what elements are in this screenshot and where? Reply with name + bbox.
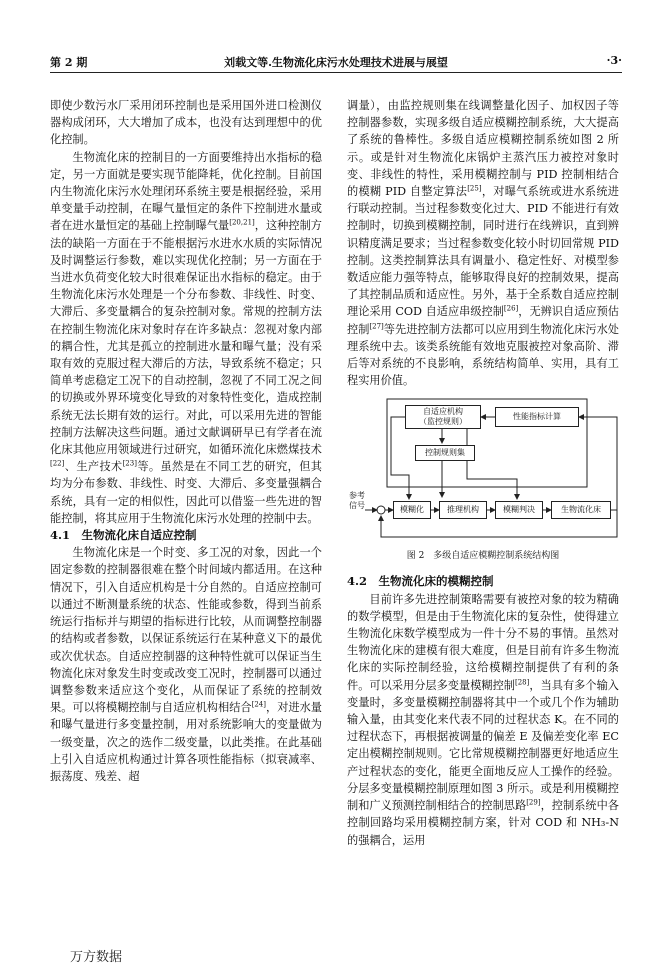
paragraph: 调量），由监控规则集在线调整量化因子、加权因子等控制器参数，实现多级自适应模糊控制系统，大大提高了系统的鲁棒性。多级自适应模糊控制系统如图 2 所示。或是针对生物流化床锅炉主蒸汽压力被控对象时变、非线性的特性，采用模糊控制与 PID 控制相结合的模糊 PID 自整定算法[25]，对曝气系统或进水系统进行联动控制。当过程参数变化过大、PID 不能进行有效控制时，切换到模糊控制，同时进行在线辨识，直到辨识精度满足要求；当过程参数变化较小时切回常规 PID 控制。这类控制算法具有调量小、稳定性好、对模型参数适应能力强等特点，能够取得良好的控制效果，提高了其控制品质和适应性。另外，基于全系数自适应控制理论采用 COD 自适应串级控制[26]，无辨识自适应预估控制[27]等先进控制方法都可以应用到生物流化床污水处理系统中去。该类系统能有效地克服被控对象高阶、滞后等对系统的不良影响，系统结构简单、实用，具有工程实用价值。 — [347, 99, 619, 388]
section-heading-4-1: 4.1 生物流化床自适应控制 — [50, 528, 197, 543]
citation: [28] — [515, 677, 530, 686]
figure-2-block-diagram — [347, 395, 619, 545]
left-column — [50, 97, 322, 785]
control-rules-box: 控制规则集 — [415, 445, 475, 461]
inference-box: 推理机构 — [439, 501, 487, 519]
issue-number: 第 2 期 — [50, 56, 88, 69]
adaptive-mechanism-box: 自适应机构 （监控规则） — [405, 405, 481, 429]
paragraph: 即使少数污水厂采用闭环控制也是采用国外进口检测仪器构成闭环，大大增加了成本，也没有达到理想中的优化控制。 — [50, 99, 322, 147]
running-title: 刘载文等.生物流化床污水处理技术进展与展望 — [224, 56, 448, 69]
paragraph: 生物流化床是一个时变、多工况的对象，因此一个固定参数的控制器很难在整个时间域内都适用。在这种情况下，引入自适应机构是十分自然的。自适应控制可以通过不断测量系统的状态、性能或参数，得到当前系统运行指标并与期望的指标进行比较，从而调整控制器的结构或者参数，以保证系统运行在某种意义下的最优或次优状态。自适应控制器的这种特性就可以保证当生物流化床对象发生时变或改变工况时，控制器可以通过调整参数来适应这个变化，从而保证了系统的控制效果。可以将模糊控制与自适应机构相结合[24]，对进水量和曝气量进行多变量控制，用对系统影响大的变量做为一级变量，次之的选作二级变量，以此类推。在此基础上引入自适应机构通过计算各项性能指标（拟衰减率、振荡度、残差、超 — [50, 546, 322, 783]
citation: [26] — [503, 304, 519, 313]
performance-index-box: 性能指标计算 — [495, 407, 579, 427]
citation: [27] — [369, 321, 384, 330]
citation: [20,21] — [229, 218, 255, 227]
biological-fluidized-bed-box: 生物流化床 — [551, 501, 611, 519]
paragraph: 目前许多先进控制策略需要有被控对象的较为精确的数学模型，但是由于生物流化床的复杂性，使得建立生物流化床数学模型成为一件十分不易的事情。虽然对生物流化床的建模有很大难度，但是目前有许多生物流化床的实际控制经验，这给模糊控制提供了有利的条件。可以采用分层多变量模糊控制[28]，当具有多个输入变量时，多变量模糊控制器将其中一个或几个作为辅助输入量，由其变化来代表不同的过程状态 K。在不同的过程状态下，再根据被调量的偏差 E 及偏差变化率 EC 定出模糊控制规则。它比常规模糊控制器更好地适应生产过程状态的变化，能更全面地反应人工操作的经验。分层多变量模糊控制原理如图 3 所示。或是利用模糊控制和广义预测控制相结合的控制思路[29]，控制系统中各控制回路均采用模糊控制方案，针对 COD 和 NH₃-N 的强耦合，运用 — [347, 592, 619, 847]
right-column — [347, 97, 619, 849]
citation: [25] — [467, 184, 482, 193]
paragraph: 生物流化床的控制目的一方面要维持出水指标的稳定，另一方面就是要实现节能降耗，优化控制。目前国内生物流化床污水处理闭环系统主要是根据经验，采用单变量手动控制，在曝气量恒定的条件下控制进水量或者在进水量恒定的基础上控制曝气量[20,21]，这种控制方法的缺陷一方面在于不能根据污水进水水质的实际情况及时调整运行参数，难以实现优化控制；另一方面在于当进水负荷变化较大时很难保证出水指标的稳定。由于生物流化床污水处理是一个分布参数、非线性、时变、大滞后、多变量耦合的复杂控制对象。常规的控制方法在控制生物流化床对象时存在许多缺点：忽视对象内部的耦合性，尤其是孤立的控制进水量和曝气量；没有采取有效的克服过程大滞后的方法，导致系统不稳定；只简单考虑稳定工况下的自动控制，忽视了不同工况之间的切换或外界环境变化导致的对象特性变化，造成控制系统无法长期有效的运行。对此，可以采用先进的智能控制方法解决这些问题。通过文献调研早已有学者在流化床其他应用领域进行过研究，如循环流化床燃煤技术[22]、生产技术[23]等。虽然是在不同工艺的研究，但其均为分布参数、非线性、时变、大滞后、多变量强耦合系统，具有一定的相似性，因此可以借鉴一些先进的智能控制，将其应用于生物流化床污水处理的控制中去。 — [50, 150, 322, 525]
figure-caption: 图 2 多级自适应模糊控制系统结构图 — [406, 551, 560, 562]
citation: [24] — [251, 700, 266, 709]
defuzzification-box: 模糊判决 — [495, 501, 543, 519]
citation: [23] — [122, 459, 137, 468]
section-heading-4-2: 4.2 生物流化床的模糊控制 — [347, 574, 494, 589]
watermark: 万方数据 — [70, 950, 123, 965]
page-header — [50, 50, 622, 73]
citation: [29] — [526, 798, 541, 807]
citation: [22] — [50, 459, 65, 468]
reference-signal-label: 参考 信号 — [349, 491, 365, 511]
page-number: ·3· — [606, 54, 622, 67]
fuzzification-box: 模糊化 — [393, 501, 431, 519]
